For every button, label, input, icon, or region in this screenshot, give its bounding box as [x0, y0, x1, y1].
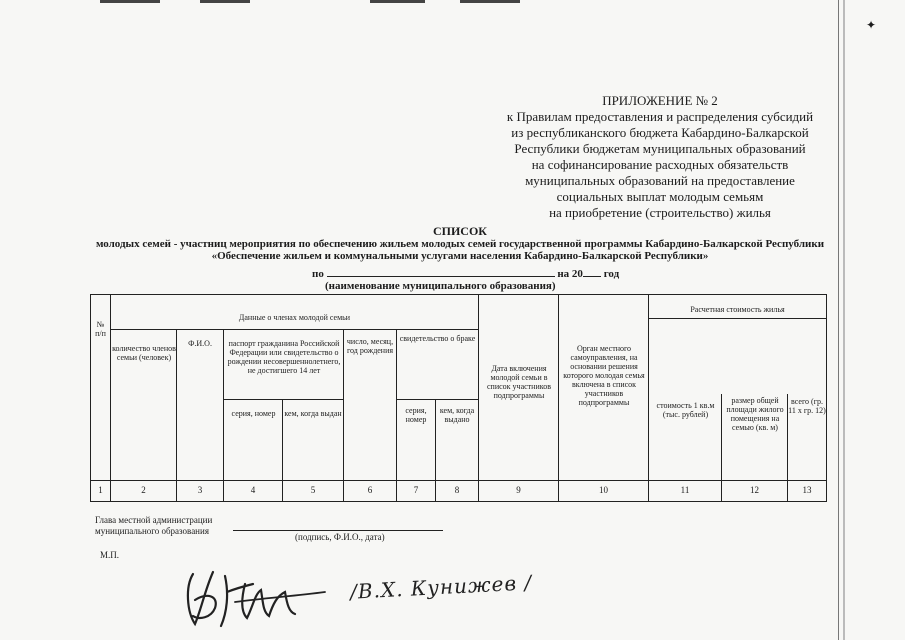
handwritten-signature-icon	[175, 562, 335, 637]
scan-mark	[460, 0, 520, 3]
col-number: 11	[680, 485, 690, 495]
group-cost-header: Расчетная стоимость жилья	[690, 305, 785, 314]
col-passport-header: паспорт гражданина Российской Федерации или свидетельство о рождении несовершеннолетнего, не достигшего 14 лет	[227, 339, 341, 375]
col-number: 9	[516, 485, 521, 495]
handwritten-name: /В.Х. Кунижев /	[349, 570, 533, 604]
col-count-header: количество членов семьи (человек)	[112, 344, 176, 362]
col-number: 12	[750, 485, 759, 495]
col-number: 2	[141, 485, 146, 495]
scan-edge	[838, 0, 839, 640]
col-number: 10	[599, 485, 608, 495]
appendix-line: социальных выплат молодым семьям	[556, 189, 764, 204]
stamp-place: М.П.	[100, 550, 120, 560]
col-number: 3	[197, 485, 203, 495]
col-num-header: № п/п	[95, 320, 106, 338]
col-marriage-issued-header: кем, когда выдано	[439, 406, 475, 424]
col-authority-header: Орган местного самоуправления, на основании решения которого молодая семья включена в список участников подпрограммы	[563, 344, 645, 407]
signature-caption: (подпись, Ф.И.О., дата)	[295, 532, 385, 542]
col-area-header: размер общей площади жилого помещения на семью (кв. м)	[726, 396, 784, 432]
document-subtitle: «Обеспечение жильем и коммунальными услугами населения Кабардино-Балкарской Республики»	[211, 250, 709, 262]
appendix-line: к Правилам предоставления и распределения субсидий	[506, 109, 814, 124]
families-table	[90, 294, 827, 502]
col-cost-per-m-header: стоимость 1 кв.м (тыс. рублей)	[656, 401, 715, 419]
signature-position	[95, 515, 212, 537]
col-number: 4	[250, 485, 256, 495]
appendix-line: на софинансирование расходных обязательств	[531, 157, 789, 172]
col-number: 8	[454, 485, 460, 495]
year-blank[interactable]	[583, 267, 601, 277]
col-birth-header: число, месяц, год рождения	[346, 337, 394, 355]
document-subtitle: молодых семей - участниц мероприятия по обеспечению жильем молодых семей государственной программы Кабардино-Балкарской Республики	[95, 238, 825, 250]
col-total-header: всего (гр. 11 x гр. 12)	[788, 397, 826, 415]
col-number: 7	[413, 485, 419, 495]
municipality-blank[interactable]	[327, 267, 555, 277]
col-marriage-header: свидетельство о браке	[399, 334, 476, 343]
appendix-line: из республиканского бюджета Кабардино-Балкарской	[511, 125, 809, 140]
document-title	[90, 225, 830, 262]
col-marriage-series-header: серия, номер	[405, 406, 427, 424]
col-passport-issued-header: кем, когда выдан	[284, 409, 342, 418]
col-inclusion-date-header: Дата включения молодой семьи в список участников подпрограммы	[487, 364, 551, 400]
position-line: Глава местной администрации	[95, 515, 213, 525]
document-heading: СПИСОК	[432, 224, 488, 238]
municipality-caption: (наименование муниципального образования)	[325, 280, 556, 292]
col-passport-series-header: серия, номер	[231, 409, 276, 418]
po-mid: на 20	[557, 268, 583, 280]
col-number: 13	[802, 485, 812, 495]
po-prefix: по	[312, 268, 324, 280]
appendix-line: муниципальных образований на предоставление	[525, 173, 795, 188]
scan-mark	[200, 0, 250, 3]
col-number: 5	[310, 485, 316, 495]
signature-line[interactable]	[233, 530, 443, 531]
col-number: 1	[98, 485, 103, 495]
po-suffix: год	[603, 268, 620, 280]
scan-mark	[100, 0, 160, 3]
appendix-title: ПРИЛОЖЕНИЕ № 2	[602, 93, 718, 108]
appendix-header	[490, 93, 830, 221]
group-family-header: Данные о членах молодой семьи	[238, 313, 351, 322]
col-fio-header: Ф.И.О.	[188, 339, 212, 348]
appendix-line: на приобретение (строительство) жилья	[549, 205, 771, 220]
scan-edge	[843, 0, 845, 640]
corner-mark: ✦	[866, 18, 877, 32]
appendix-line: Республики бюджетам муниципальных образований	[514, 141, 806, 156]
scan-mark	[370, 0, 425, 3]
col-number: 6	[367, 485, 373, 495]
position-line: муниципального образования	[95, 526, 209, 536]
municipality-line	[312, 267, 619, 280]
